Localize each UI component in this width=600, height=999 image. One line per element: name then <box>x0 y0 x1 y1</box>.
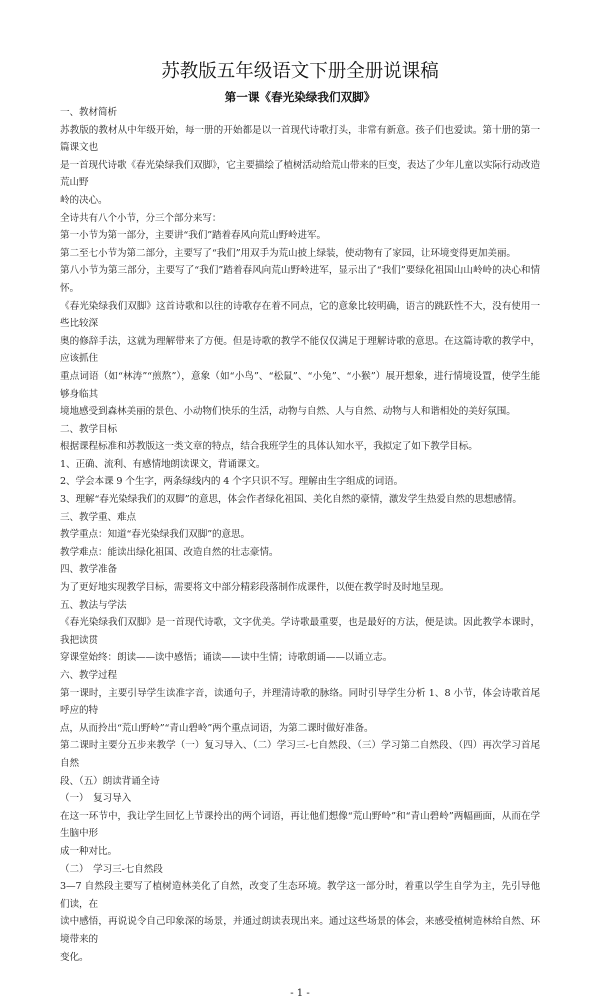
text-lines <box>60 104 540 966</box>
text-line: 五、教法与学法 <box>60 599 127 611</box>
text-line: 3、理解“春光染绿我们的双脚”的意思，体会作者绿化祖国、美化自然的豪情，激发学生热爱自然的思想感情。 <box>60 494 522 506</box>
text-line: 二、教学目标 <box>60 423 117 435</box>
text-line: 点，从而拎出“荒山野岭”“青山碧岭”两个重点词语，为第二课时做好准备。 <box>60 722 374 734</box>
text-line: 根据课程标准和苏教版这一类文章的特点，结合我班学生的具体认知水平，我拟定了如下教学目标。 <box>60 441 478 453</box>
text-line: 变化。 <box>60 951 89 963</box>
text-line: 读中感悟，再说说令自己印象深的场景，并通过朗读表现出来。通过这些场景的体会，来感受植树造林给自然、环境带来的 <box>60 916 540 945</box>
text-line: 教学重点：知道“春光染绿我们双脚”的意思。 <box>60 529 250 541</box>
text-line: 四、教学准备 <box>60 564 117 576</box>
text-line: 第二课时主要分五步来教学（一）复习导入、（二）学习三-七自然段、（三）学习第二自然段、（四）再次学习首尾自然 <box>60 740 540 769</box>
text-line: 为了更好地实现教学目标，需要将文中部分精彩段落制作成课件，以便在教学时及时地呈现。 <box>60 582 450 594</box>
document-title: 苏教版五年级语文下册全册说课稿 <box>161 61 439 82</box>
text-line: 全诗共有八个小节，分三个部分来写： <box>60 212 222 224</box>
text-line: 境地感受到森林美丽的景色、小动物们快乐的生活，动物与自然、人与自然、动物与人和谐相处的美好氛围。 <box>60 406 516 418</box>
text-line: 第二至七小节为第二部分，主要写了“我们”用双手为荒山披上绿装，使动物有了家园，让环境变得更加美丽。 <box>60 247 516 259</box>
text-line: 1、正确、流利、有感情地朗读课文，背诵课文。 <box>60 458 266 470</box>
text-line: 教学难点：能读出绿化祖国、改造自然的壮志豪情。 <box>60 546 279 558</box>
text-line: 苏教版的教材从中年级开始，每一册的开始都是以一首现代诗歌打头，非常有新意。孩子们也爱读。第十册的第一篇课文也 <box>60 124 540 154</box>
text-line: 穿课堂始终：朗读——读中感悟；诵读——读中生情；诗歌朗诵——以诵立志。 <box>60 652 393 664</box>
text-line: 段、（五）朗读背诵全诗 <box>60 775 160 787</box>
document-body <box>60 104 540 999</box>
text-line: （一） 复习导入 <box>60 793 132 805</box>
text-line: 第一小节为第一部分，主要讲“我们”踏着春风向荒山野岭进军。 <box>60 230 326 242</box>
text-line: （二） 学习三-七自然段 <box>60 863 163 875</box>
text-line: 三、教学重、难点 <box>60 511 136 523</box>
page-number: - 1 - <box>290 988 310 999</box>
text-line: 六、教学过程 <box>60 670 117 681</box>
text-line: 3—7 自然段主要写了植树造林美化了自然，改变了生态环境。教学这一部分时，着重以学生自学为主，先引导他们读，在 <box>60 881 540 910</box>
text-line: 《春光染绿我们双脚》这首诗歌和以往的诗歌存在着不同点，它的意象比较明确，语言的跳跃性不大，没有使用一些比较深 <box>60 300 540 330</box>
text-line: 岭的决心。 <box>60 194 108 206</box>
text-line: 2、学会本课 9 个生字，两条绿线内的 4 个字只识不写。理解由生字组成的词语。 <box>60 476 404 488</box>
text-line: 《春光染绿我们双脚》是一首现代诗歌，文字优美。学诗歌最重要，也是最好的方法，便是读。因此教学本课时，我把读贯 <box>60 617 540 646</box>
text-line: 一、教材简析 <box>60 107 117 118</box>
text-line: 是一首现代诗歌《春光染绿我们双脚》，它主要描绘了植树活动给荒山带来的巨变，表达了少年儿童以实际行动改造荒山野 <box>60 159 540 189</box>
text-line: 第八小节为第三部分，主要写了“我们”踏着春风向荒山野岭进军，显示出了“我们”要绿化祖国山山岭岭的决心和情怀。 <box>60 265 540 294</box>
text-line: 重点词语（如“林涛”“煎熬”），意象（如“小鸟”、“松鼠”、“小兔”、“小猴”）展开想象，进行情境设置，使学生能够身临其 <box>60 370 540 400</box>
lesson-subtitle: 第一课《春光染绿我们双脚》 <box>224 90 376 104</box>
text-line: 在这一环节中，我让学生回忆上节课拎出的两个词语，再让他们想像“荒山野岭”和“青山碧岭”两幅画面，从而在学生脑中形 <box>60 810 540 840</box>
text-line: 第一课时，主要引导学生读准字音，读通句子，并理清诗歌的脉络。同时引导学生分析 1、8 小节，体会诗歌首尾呼应的特 <box>60 687 540 717</box>
text-line: 成一种对比。 <box>60 845 117 857</box>
text-line: 奥的修辞手法，这就为理解带来了方便。但是诗歌的教学不能仅仅满足于理解诗歌的意思。在这篇诗歌的教学中，应该抓住 <box>60 335 540 365</box>
